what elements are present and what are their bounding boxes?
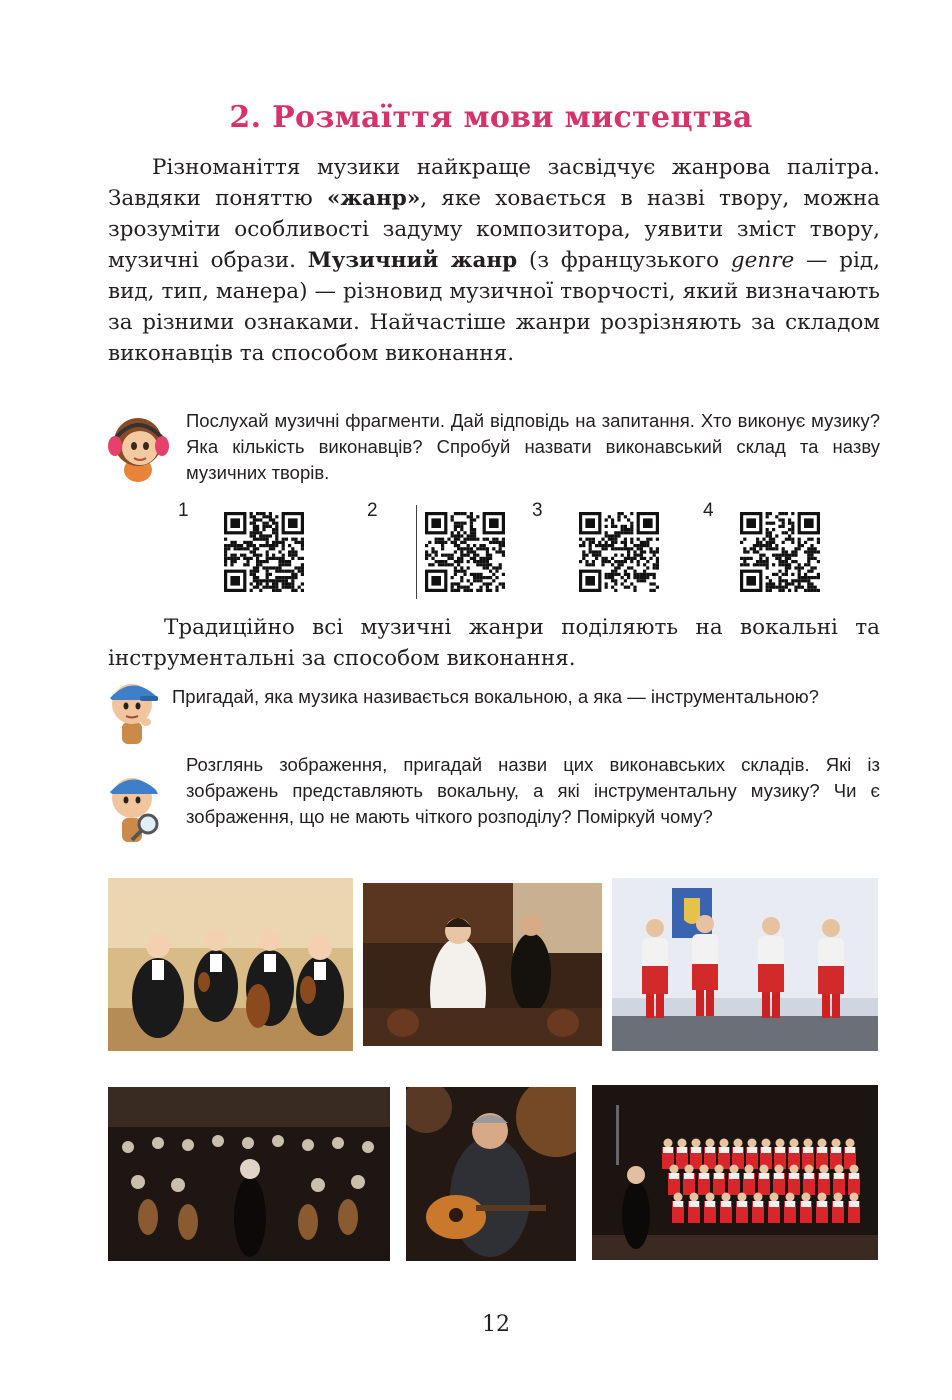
images-task: Розглянь зображення, пригадай назви цих виконавських складів. Які із зображень представляють вокальну, а які інструментальну музику? Чи є зображення, що не мають чіткого розподілу? Поміркуй чому?	[186, 754, 880, 827]
intro-text-part: (з французького	[517, 248, 731, 273]
girl-headphones-icon	[104, 404, 176, 484]
term-genre-french: genre	[730, 248, 795, 273]
symphony-orchestra-photo	[108, 1087, 390, 1261]
intro-text-part: Різноманіття музики найкраще засвідчує жанрова палітра. Завдяки поняттю	[108, 155, 880, 211]
boy-magnifier-icon	[104, 766, 166, 846]
qr-code-icon[interactable]	[425, 512, 505, 592]
recall-task: Пригадай, яка музика називається вокальною, а яка — інструментальною?	[172, 686, 819, 707]
listening-task: Послухай музичні фрагменти. Дай відповідь на запитання. Хто виконує музику? Яка кількість виконавців? Спробуй назвати виконавський склад та назву музичних творів.	[186, 410, 880, 483]
choir-photo	[592, 1085, 878, 1260]
qr-label: 2	[367, 500, 378, 521]
term-music-genre: Музичний жанр	[307, 248, 518, 273]
genres-paragraph: Традиційно всі музичні жанри поділяють на вокальні та інструментальні за способом виконання.	[108, 615, 880, 671]
qr-label: 4	[703, 500, 714, 521]
term-genre: «жанр»	[326, 186, 421, 211]
qr-code-icon[interactable]	[740, 512, 820, 592]
intro-text-part: — рід, вид, тип, манера) — різновид музичної творчості, який визначають за різними ознаками. Найчастіше жанри розрізняють за складом виконавців та способом виконання.	[108, 248, 880, 366]
boy-cap-thinking-icon	[104, 672, 160, 748]
section-title: 2. Розмаїття мови мистецтва	[229, 100, 753, 135]
string-quartet-photo	[108, 878, 353, 1051]
singer-guitar-photo	[406, 1087, 576, 1261]
qr-label: 1	[178, 500, 189, 521]
page-number: 12	[482, 1312, 510, 1337]
singer-orchestra-photo	[363, 883, 602, 1046]
qr-code-icon[interactable]	[579, 512, 659, 592]
intro-paragraph	[108, 152, 880, 369]
intro-text-part: , яке ховається в назві твору, можна зрозуміти особливості задуму композитора, уявити зміст твору, музичні образи.	[108, 186, 881, 273]
qr-code-icon[interactable]	[224, 512, 304, 592]
vocal-ensemble-photo	[612, 878, 878, 1051]
qr-label: 3	[532, 500, 543, 521]
qr-divider	[416, 505, 417, 599]
